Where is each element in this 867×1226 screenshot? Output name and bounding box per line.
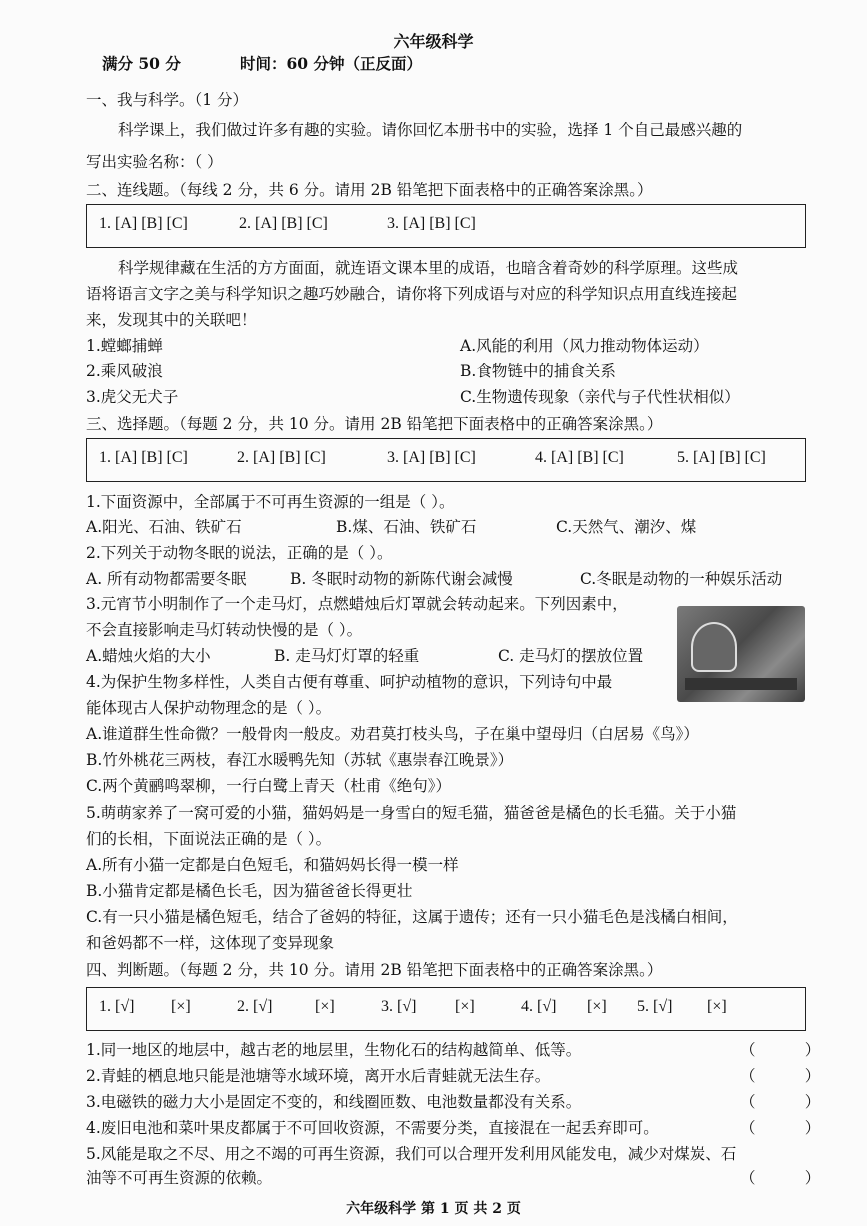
page-footer: 六年级科学 第 1 页 共 2 页	[346, 1201, 521, 1217]
answer-blank[interactable]: （ ）	[740, 1041, 821, 1059]
q2-option-b[interactable]: B. 冬眠时动物的新陈代谢会减慢	[290, 570, 513, 588]
q4-option-a[interactable]: A.谁道群生性命微？一般骨肉一般皮。劝君莫打枝头鸟，子在巢中望母归（白居易《鸟》）	[86, 725, 699, 743]
q2-option-c[interactable]: C.冬眠是动物的一种娱乐活动	[580, 570, 783, 588]
judgement-5: 油等不可再生资源的依赖。	[86, 1169, 273, 1187]
answer-blank[interactable]: （ ）	[740, 1119, 821, 1137]
answer-blank[interactable]: （ ）	[740, 1169, 821, 1187]
q5-option-b[interactable]: B.小猫肯定都是橘色长毛，因为猫爸爸长得更壮	[86, 882, 413, 900]
lantern-icon	[691, 622, 737, 672]
science-item[interactable]: A.风能的利用（风力推动物体运动）	[460, 337, 709, 355]
idiom-item[interactable]: 3.虎父无犬子	[86, 388, 179, 406]
section1-heading: 一、我与科学。（1 分）	[86, 91, 249, 109]
answer-option[interactable]: 5. [A] [B] [C]	[677, 449, 766, 466]
q1-option-c[interactable]: C.天然气、潮汐、煤	[556, 518, 697, 536]
true-option[interactable]: 4. [√]	[521, 998, 557, 1015]
answer-option[interactable]: 1. [A] [B] [C]	[99, 449, 188, 466]
judgement-5: 5.风能是取之不尽、用之不竭的可再生资源，我们可以合理开发利用风能发电，减少对煤炭、石	[86, 1145, 737, 1163]
false-option[interactable]: [×]	[315, 998, 335, 1015]
true-option[interactable]: 2. [√]	[237, 998, 273, 1015]
section2-intro: 来，发现其中的关联吧！	[86, 311, 257, 329]
q3-option-c[interactable]: C. 走马灯的摆放位置	[498, 647, 644, 665]
q1-option-a[interactable]: A.阳光、石油、铁矿石	[86, 518, 242, 536]
question-1: 1.下面资源中，全部属于不可再生资源的一组是（ ）。	[86, 493, 455, 511]
section2-intro: 语将语言文字之美与科学知识之趣巧妙融合，请你将下列成语与对应的科学知识点用直线连接起	[86, 285, 738, 303]
q1-option-b[interactable]: B.煤、石油、铁矿石	[336, 518, 477, 536]
science-item[interactable]: B.食物链中的捕食关系	[460, 362, 616, 380]
false-option[interactable]: [×]	[587, 998, 607, 1015]
answer-box-matching	[86, 204, 806, 248]
question-3: 3.元宵节小明制作了一个走马灯，点燃蜡烛后灯罩就会转动起来。下列因素中，	[86, 595, 628, 613]
section3-heading: 三、选择题。（每题 2 分，共 10 分。请用 2B 铅笔把下面表格中的正确答案涂黑。）	[86, 415, 663, 433]
idiom-item[interactable]: 1.螳螂捕蝉	[86, 337, 163, 355]
answer-option[interactable]: 2. [A] [B] [C]	[237, 449, 326, 466]
science-item[interactable]: C.生物遗传现象（亲代与子代性状相似）	[460, 388, 740, 406]
section2-intro: 科学规律藏在生活的方方面面，就连语文课本里的成语，也暗含着奇妙的科学原理。这些成	[118, 259, 739, 277]
q3-option-b[interactable]: B. 走马灯灯罩的轻重	[274, 647, 420, 665]
true-option[interactable]: 1. [√]	[99, 998, 135, 1015]
answer-box-judgement	[86, 987, 806, 1031]
question-2: 2.下列关于动物冬眠的说法，正确的是（ ）。	[86, 544, 393, 562]
q5-option-a[interactable]: A.所有小猫一定都是白色短毛，和猫妈妈长得一模一样	[86, 856, 459, 874]
section1-text: 科学课上，我们做过许多有趣的实验。请你回忆本册书中的实验，选择 1 个自己最感兴趣的	[118, 121, 743, 139]
false-option[interactable]: [×]	[455, 998, 475, 1015]
question-5: 5.萌萌家养了一窝可爱的小猫，猫妈妈是一身雪白的短毛猫，猫爸爸是橘色的长毛猫。关于小猫	[86, 804, 737, 822]
idiom-item[interactable]: 2.乘风破浪	[86, 362, 163, 380]
answer-option[interactable]: 3. [A] [B] [C]	[387, 449, 476, 466]
false-option[interactable]: [×]	[707, 998, 727, 1015]
answer-option[interactable]: 2. [A] [B] [C]	[239, 215, 328, 232]
true-option[interactable]: 3. [√]	[381, 998, 417, 1015]
page-title: 六年级科学	[393, 32, 474, 51]
judgement-4: 4.废旧电池和菜叶果皮都属于不可回收资源，不需要分类，直接混在一起丢弃即可。	[86, 1119, 659, 1137]
answer-option[interactable]: 1. [A] [B] [C]	[99, 215, 188, 232]
judgement-1: 1.同一地区的地层中，越古老的地层里，生物化石的结构越简单、低等。	[86, 1041, 582, 1059]
q4-option-c[interactable]: C.两个黄鹂鸣翠柳，一行白鹭上青天（杜甫《绝句》）	[86, 777, 451, 795]
lantern-photo	[677, 606, 805, 702]
experiment-name-blank[interactable]: 写出实验名称：（ ）	[86, 153, 223, 171]
false-option[interactable]: [×]	[171, 998, 191, 1015]
q2-option-a[interactable]: A. 所有动物都需要冬眠	[86, 570, 247, 588]
question-4: 4.为保护生物多样性，人类自古便有尊重、呵护动植物的意识，下列诗句中最	[86, 673, 613, 691]
section4-heading: 四、判断题。（每题 2 分，共 10 分。请用 2B 铅笔把下面表格中的正确答案涂黑。）	[86, 961, 663, 979]
answer-option[interactable]: 3. [A] [B] [C]	[387, 215, 476, 232]
answer-blank[interactable]: （ ）	[740, 1093, 821, 1111]
question-5: 们的长相，下面说法正确的是（ ）。	[86, 830, 332, 848]
question-3: 不会直接影响走马灯转动快慢的是（ ）。	[86, 621, 363, 639]
question-4: 能体现古人保护动物理念的是（ ）。	[86, 699, 332, 717]
answer-box-choice	[86, 438, 806, 482]
exam-time: 时间：60 分钟（正反面）	[240, 54, 422, 73]
q3-option-a[interactable]: A.蜡烛火焰的大小	[86, 647, 211, 665]
judgement-2: 2.青蛙的栖息地只能是池塘等水域环境，离开水后青蛙就无法生存。	[86, 1067, 551, 1085]
q5-option-c[interactable]: C.有一只小猫是橘色短毛，结合了爸妈的特征，这属于遗传；还有一只小猫毛色是浅橘白相间，	[86, 908, 738, 926]
answer-option[interactable]: 4. [A] [B] [C]	[535, 449, 624, 466]
section2-heading: 二、连线题。（每线 2 分，共 6 分。请用 2B 铅笔把下面表格中的正确答案涂黑。）	[86, 181, 653, 199]
full-score: 满分 50 分	[102, 54, 181, 73]
q4-option-b[interactable]: B.竹外桃花三两枝，春江水暖鸭先知（苏轼《惠崇春江晚景》）	[86, 751, 514, 769]
q5-option-c-cont: 和爸妈都不一样，这体现了变异现象	[86, 934, 335, 952]
answer-blank[interactable]: （ ）	[740, 1067, 821, 1085]
judgement-3: 3.电磁铁的磁力大小是固定不变的，和线圈匝数、电池数量都没有关系。	[86, 1093, 582, 1111]
true-option[interactable]: 5. [√]	[637, 998, 673, 1015]
